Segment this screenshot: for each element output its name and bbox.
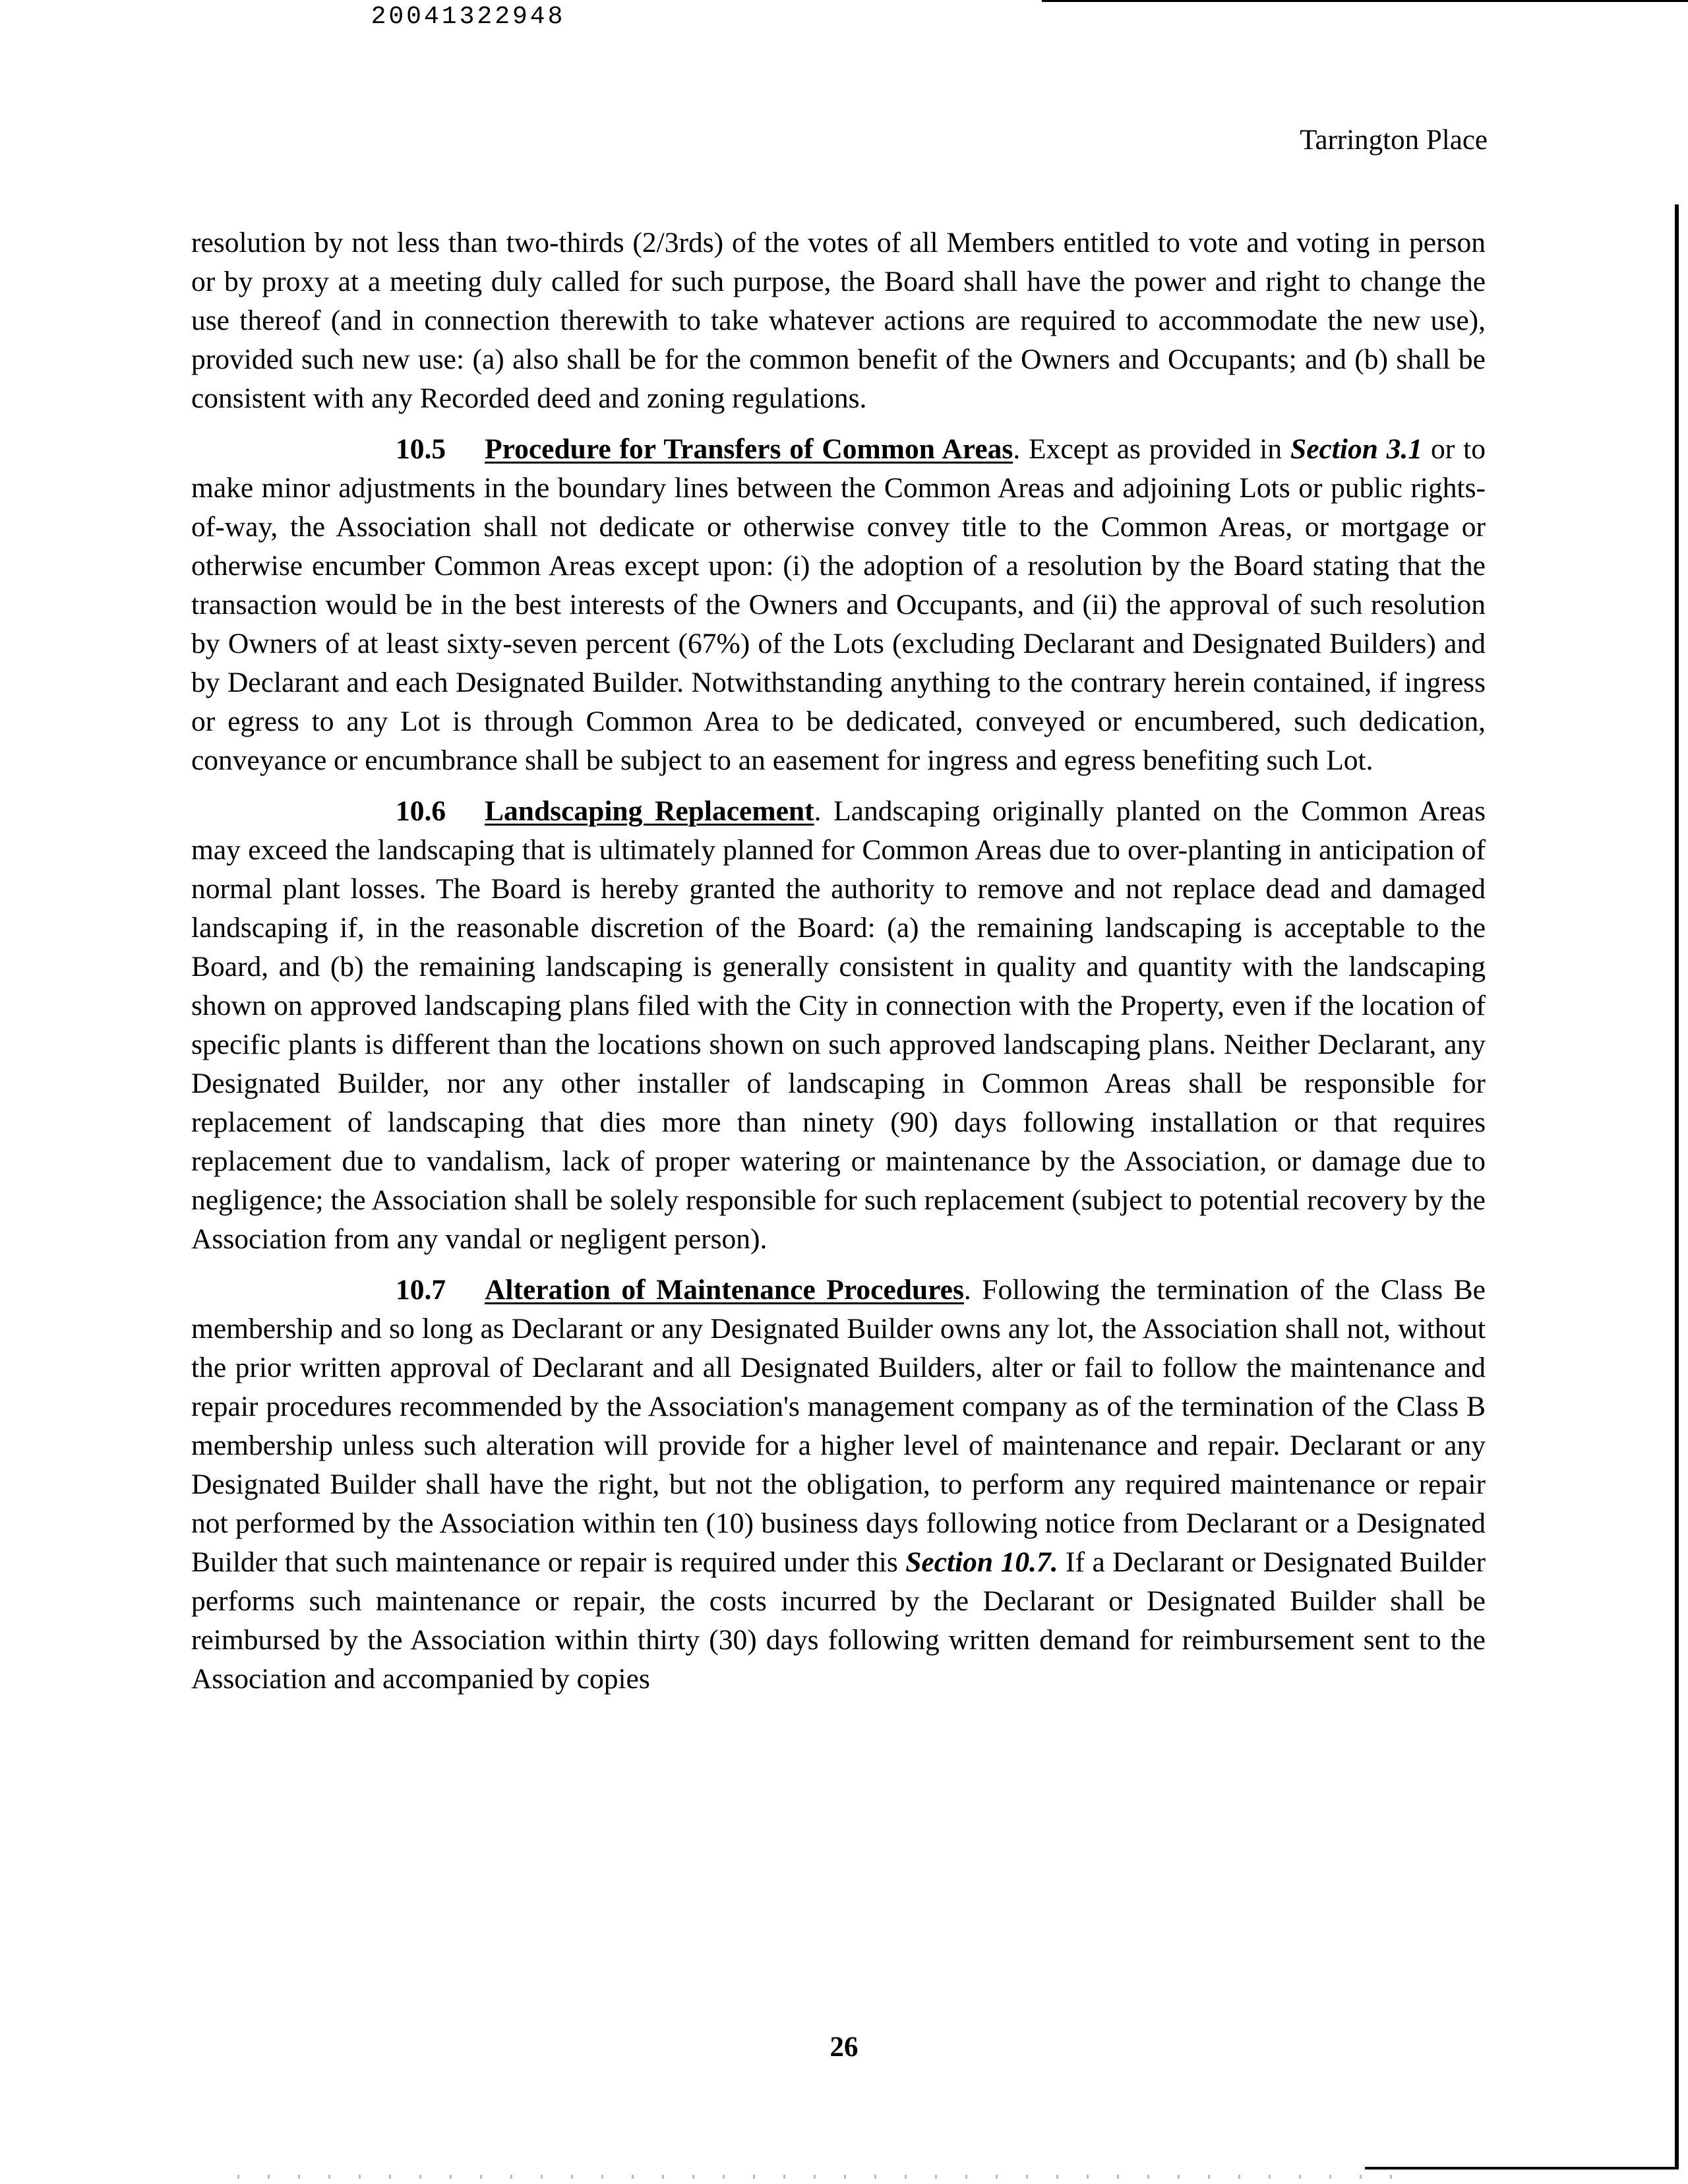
section-text: . Except as provided in xyxy=(1013,433,1290,465)
section-text: If a Declarant or Designated Builder performs such maintenance or repair, the costs incurred by the Declarant or Designated Builder shall be reimbursed by the Association within thirty (30) days following written demand for reimbursement sent to the Association and accompanied by copies xyxy=(191,1546,1486,1695)
section-reference: Section 10.7. xyxy=(905,1546,1058,1578)
scan-artifacts xyxy=(237,2175,1398,2179)
page-number: 26 xyxy=(829,2032,859,2063)
paragraph-continued: resolution by not less than two-thirds (2/3rds) of the votes of all Members entitled to vote and voting in person or by proxy at a meeting duly called for such purpose, the Board shall have the power and right to change the use thereof (and in connection therewith to take whatever actions are required to accommodate the new use), provided such new use: (a) also shall be for the common benefit of the Owners and Occupants; and (b) shall be consistent with any Recorded deed and zoning regulations. xyxy=(191,227,1486,414)
section-10-5 xyxy=(191,430,1486,780)
running-header: Tarrington Place xyxy=(1300,125,1488,156)
document-body xyxy=(191,224,1486,1711)
section-text: . Following the termination of the Class Be membership and so long as Declarant or any Designated Builder owns any lot, the Association shall not, without the prior written approval of Declarant and all Designated Builders, alter or fail to follow the maintenance and repair procedures recommended by the Association's management company as of the termination of the Class B membership unless such alteration will provide for a higher level of maintenance and repair. Declarant or any Designated Builder shall have the right, but not the obligation, to perform any required maintenance or repair not performed by the Association within ten (10) business days following notice from Declarant or a Designated Builder that such maintenance or repair is required under this xyxy=(191,1274,1486,1578)
section-number: 10.5 xyxy=(396,433,446,465)
section-number: 10.6 xyxy=(396,795,446,827)
recording-number: 20041322948 xyxy=(371,3,566,31)
section-title: Landscaping Replacement xyxy=(485,795,814,827)
section-number: 10.7 xyxy=(396,1274,446,1306)
section-text: or to make minor adjustments in the boundary lines between the Common Areas and adjoining Lots or public rights-of-way, the Association shall not dedicate or otherwise convey title to the Common Areas, or mortgage or otherwise encumber Common Areas except upon: (i) the adoption of a resolution by the Board stating that the transaction would be in the best interests of the Owners and Occupants, and (ii) the approval of such resolution by Owners of at least sixty-seven percent (67%) of the Lots (excluding Declarant and Designated Builders) and by Declarant and each Designated Builder. Notwithstanding anything to the contrary herein contained, if ingress or egress to any Lot is through Common Area to be dedicated, conveyed or encumbered, such dedication, conveyance or encumbrance shall be subject to an easement for ingress and egress benefiting such Lot. xyxy=(191,433,1486,776)
scan-border-right xyxy=(1675,204,1679,2169)
section-text: . Landscaping originally planted on the Common Areas may exceed the landscaping that is ultimately planned for Common Areas due to over-planting in anticipation of normal plant losses. The Board is hereby granted the authority to remove and not replace dead and damaged landscaping if, in the reasonable discretion of the Board: (a) the remaining landscaping is acceptable to the Board, and (b) the remaining landscaping is generally consistent in quality and quantity with the landscaping shown on approved landscaping plans filed with the City in connection with the Property, even if the location of specific plants is different than the locations shown on such approved landscaping plans. Neither Declarant, any Designated Builder, nor any other installer of landscaping in Common Areas shall be responsible for replacement of landscaping that dies more than ninety (90) days following installation or that requires replacement due to vandalism, lack of proper watering or maintenance by the Association, or damage due to negligence; the Association shall be solely responsible for such replacement (subject to potential recovery by the Association from any vandal or negligent person). xyxy=(191,795,1486,1255)
scan-border-bottom xyxy=(1365,2167,1679,2169)
section-title: Procedure for Transfers of Common Areas xyxy=(485,433,1013,465)
section-title: Alteration of Maintenance Procedures xyxy=(485,1274,964,1306)
scan-border-top xyxy=(1042,0,1688,2)
section-reference: Section 3.1 xyxy=(1290,433,1423,465)
section-10-7 xyxy=(191,1271,1486,1699)
section-10-6 xyxy=(191,792,1486,1259)
